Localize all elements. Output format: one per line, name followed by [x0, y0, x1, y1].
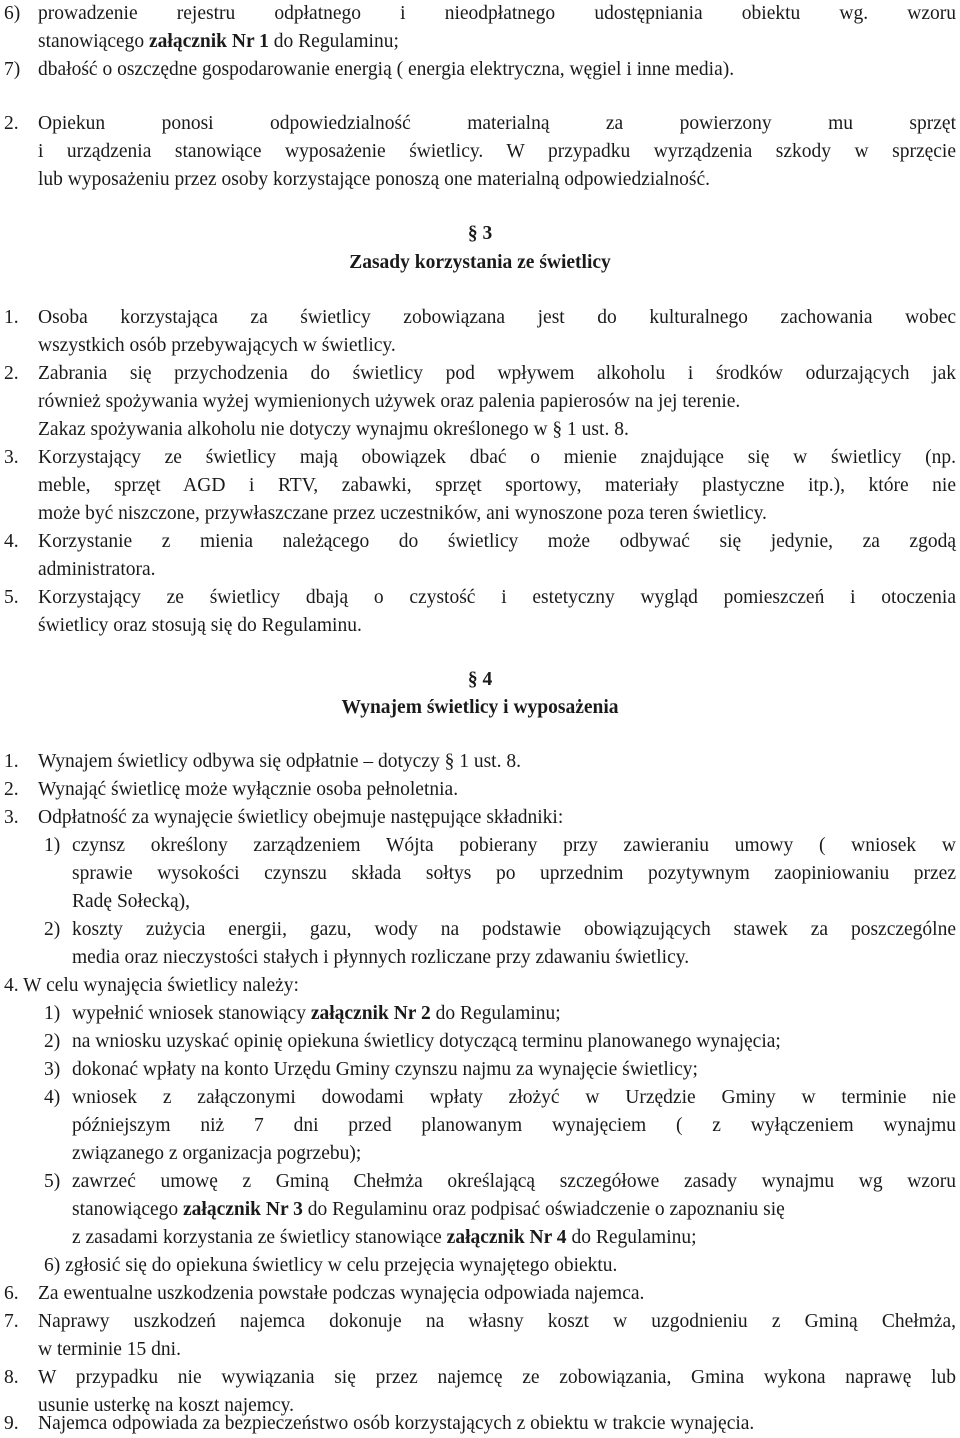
paragraph-line: Korzystający ze świetlicy mają obowiązek dbać o mienie znajdujące się w świetlicy (np.: [38, 447, 956, 468]
paragraph-line: czynsz określony zarządzeniem Wójta pobierany przy zawieraniu umowy ( wniosek w: [72, 835, 956, 856]
paragraph-line: wszystkich osób przebywających w świetlicy.: [38, 335, 396, 356]
paragraph-line: z zasadami korzystania ze świetlicy stanowiące załącznik Nr 4 do Regulaminu;: [72, 1227, 697, 1248]
section-number: § 3: [467, 223, 493, 244]
list-number: 2.: [4, 363, 19, 384]
paragraph-line: Odpłatność za wynajęcie świetlicy obejmuje następujące składniki:: [38, 807, 564, 828]
list-number: 4): [44, 1087, 61, 1108]
paragraph-line: W przypadku nie wywiązania się przez najemcę ze zobowiązania, Gmina wykona naprawę lub: [38, 1367, 956, 1388]
paragraph-line: stanowiącego załącznik Nr 3 do Regulaminu oraz podpisać oświadczenie o zapoznaniu się: [72, 1199, 785, 1220]
paragraph-line: Za ewentualne uszkodzenia powstałe podczas wynajęcia odpowiada najemca.: [38, 1283, 645, 1304]
paragraph-line: może być niszczone, przywłaszczane przez uczestników, ani wynoszone poza teren świetlicy.: [38, 503, 767, 524]
list-number: 8.: [4, 1367, 19, 1388]
paragraph-line: stanowiącego załącznik Nr 1 do Regulaminu;: [38, 31, 399, 52]
list-number: 5): [44, 1171, 61, 1192]
paragraph-line: Radę Sołecką),: [72, 891, 191, 912]
list-number: 3): [44, 1059, 61, 1080]
paragraph-line: w terminie 15 dni.: [38, 1339, 181, 1360]
section-number: § 4: [467, 669, 493, 690]
list-number: 2.: [4, 113, 19, 134]
list-number: 1.: [4, 307, 19, 328]
paragraph-line: również spożywania wyżej wymienionych używek oraz palenia papierosów na jej terenie.: [38, 391, 741, 412]
attachment-ref: załącznik Nr 2: [310, 1003, 431, 1024]
paragraph-line: dokonać wpłaty na konto Urzędu Gminy czynszu najmu za wynajęcie świetlicy;: [72, 1059, 698, 1080]
list-number: 5.: [4, 587, 19, 608]
list-number: 2): [44, 919, 61, 940]
paragraph-line: dbałość o oszczędne gospodarowanie energią ( energia elektryczna, węgiel i inne media).: [38, 59, 735, 80]
paragraph-line: Opiekun ponosi odpowiedzialność materialną za powierzony mu sprzęt: [38, 113, 956, 134]
attachment-ref: załącznik Nr 4: [446, 1227, 567, 1248]
paragraph-line: i urządzenia stanowiące wyposażenie świetlicy. W przypadku wyrządzenia szkody w sprzęcie: [38, 141, 956, 162]
list-number: 2.: [4, 779, 19, 800]
paragraph-line: Wynająć świetlicę może wyłącznie osoba pełnoletnia.: [38, 779, 459, 800]
list-number: 6): [4, 3, 21, 24]
paragraph-line: administratora.: [38, 559, 156, 580]
list-number: 1): [44, 1003, 61, 1024]
paragraph-line: lub wyposażeniu przez osoby korzystające ponoszą one materialną odpowiedzialność.: [38, 169, 710, 190]
list-number: 4.: [4, 531, 19, 552]
paragraph-line: na wniosku uzyskać opinię opiekuna świetlicy dotyczącą terminu planowanego wynajęcia;: [72, 1031, 781, 1052]
paragraph-line: 6) zgłosić się do opiekuna świetlicy w celu przejęcia wynajętego obiektu.: [44, 1255, 618, 1276]
list-number: 6.: [4, 1283, 19, 1304]
section-title: Zasady korzystania ze świetlicy: [349, 252, 611, 273]
list-number: 7): [4, 59, 21, 80]
paragraph-line: świetlicy oraz stosują się do Regulaminu.: [38, 615, 362, 636]
paragraph-line: koszty zużycia energii, gazu, wody na podstawie obowiązujących stawek za poszczególne: [72, 919, 956, 940]
list-number: 1.: [4, 751, 19, 772]
paragraph-line: Zakaz spożywania alkoholu nie dotyczy wynajmu określonego w § 1 ust. 8.: [38, 419, 629, 440]
list-number: 2): [44, 1031, 61, 1052]
section-title: Wynajem świetlicy i wyposażenia: [341, 697, 619, 718]
paragraph-line: Korzystający ze świetlicy dbają o czystość i estetyczny wygląd pomieszczeń i otoczenia: [38, 587, 956, 608]
list-number: 3.: [4, 447, 19, 468]
paragraph-line: późniejszym niż 7 dni przed planowanym wynajęciem ( z wyłączeniem wynajmu: [72, 1115, 956, 1136]
paragraph-line: Osoba korzystająca za świetlicy zobowiązana jest do kulturalnego zachowania wobec: [38, 307, 956, 328]
paragraph-line: zawrzeć umowę z Gminą Chełmża określającą szczegółowe zasady wynajmu wg wzoru: [72, 1171, 956, 1192]
paragraph-line: Wynajem świetlicy odbywa się odpłatnie – dotyczy § 1 ust. 8.: [38, 751, 521, 772]
paragraph-line: meble, sprzęt AGD i RTV, zabawki, sprzęt sportowy, materiały plastyczne itp.), które nie: [38, 475, 956, 496]
attachment-ref: załącznik Nr 3: [183, 1199, 303, 1220]
paragraph-line: 4. W celu wynajęcia świetlicy należy:: [4, 975, 299, 996]
list-number: 7.: [4, 1311, 19, 1332]
list-number: 1): [44, 835, 61, 856]
paragraph-line: związanego z organizacja pogrzebu);: [72, 1143, 362, 1164]
paragraph-line: Zabrania się przychodzenia do świetlicy pod wpływem alkoholu i środków odurzających jak: [38, 363, 956, 384]
paragraph-line: Naprawy uszkodzeń najemca dokonuje na własny koszt w uzgodnieniu z Gminą Chełmża,: [38, 1311, 956, 1332]
paragraph-line: prowadzenie rejestru odpłatnego i nieodpłatnego udostępniania obiektu wg. wzoru: [38, 3, 956, 24]
paragraph-line: wniosek z załączonymi dowodami wpłaty złożyć w Urzędzie Gminy w terminie nie: [72, 1087, 956, 1108]
paragraph-line: usunie usterkę na koszt najemcy.: [38, 1395, 294, 1416]
list-number: 3.: [4, 807, 19, 828]
paragraph-line: wypełnić wniosek stanowiący załącznik Nr 2 do Regulaminu;: [72, 1003, 561, 1024]
paragraph-line: media oraz nieczystości stałych i płynnych rozliczane przy zdawaniu świetlicy.: [72, 947, 690, 968]
paragraph-line: Korzystanie z mienia należącego do świetlicy może odbywać się jedynie, za zgodą: [38, 531, 956, 552]
list-number: 9.: [4, 1413, 19, 1434]
paragraph-line: Najemca odpowiada za bezpieczeństwo osób korzystających z obiektu w trakcie wynajęcia.: [38, 1413, 755, 1434]
paragraph-line: sprawie wysokości czynszu składa sołtys po uprzednim pozytywnym zaopiniowaniu przez: [72, 863, 956, 884]
attachment-ref: załącznik Nr 1: [149, 31, 269, 52]
